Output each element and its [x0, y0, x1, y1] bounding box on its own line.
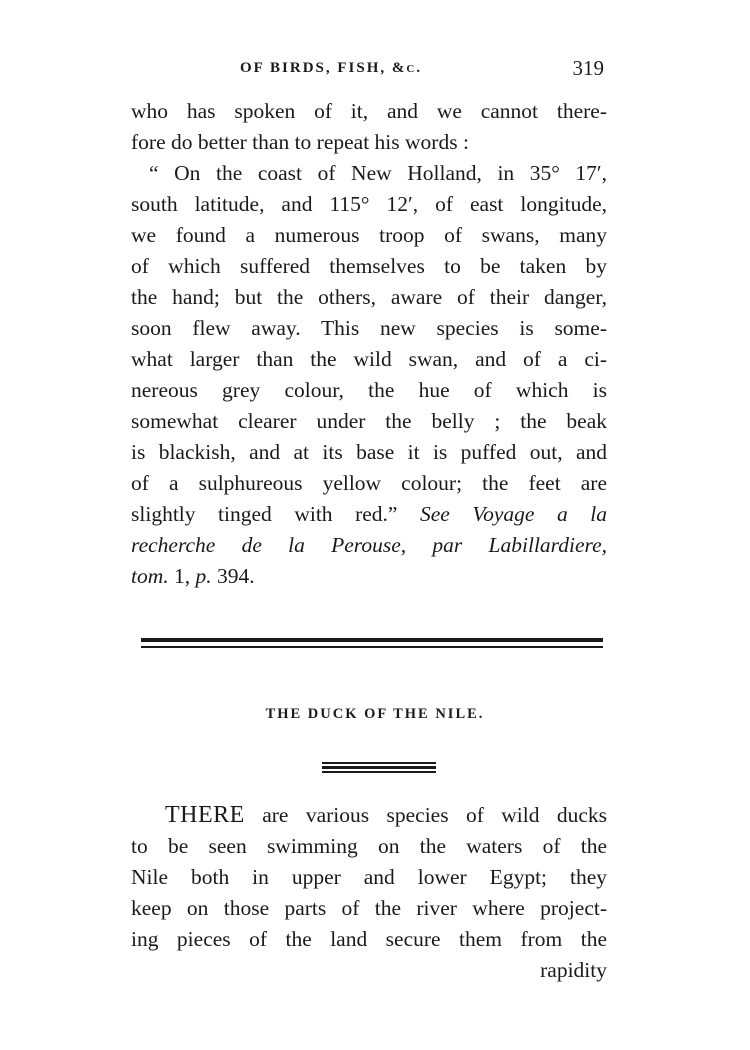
rule-line-top: [322, 762, 436, 764]
text-line: who has spoken of it, and we cannot there-: [131, 99, 607, 123]
first-word: THERE: [165, 802, 245, 828]
citation-line: recherche de la Perouse, par Labillardiere,: [131, 533, 607, 557]
text-line: somewhat clearer under the belly ; the beak: [131, 409, 607, 433]
rule-thin: [141, 646, 603, 648]
text-line: to be seen swimming on the waters of the: [131, 834, 607, 858]
citation-page: 394.: [217, 564, 255, 588]
text-line-first: [131, 800, 607, 831]
section-divider-rule: [141, 638, 603, 650]
page-number: 319: [572, 56, 604, 80]
rule-line-middle: [322, 766, 436, 769]
catchword: rapidity: [540, 958, 607, 982]
rule-line-bottom: [322, 771, 436, 773]
text-line: ing pieces of the land secure them from the: [131, 927, 607, 951]
text-line: “ On the coast of New Holland, in 35° 17′,: [149, 161, 607, 185]
text-line: south latitude, and 115° 12′, of east longitude,: [131, 192, 607, 216]
citation-p: p.: [195, 564, 212, 588]
running-head: OF BIRDS, FISH, &c.: [240, 60, 423, 76]
quote-end-text: slightly tinged with red.”: [131, 502, 398, 526]
text-line: is blackish, and at its base it is puffed out, and: [131, 440, 607, 464]
text-line: we found a numerous troop of swans, many: [131, 223, 607, 247]
first-line-rest: are various species of wild ducks: [262, 803, 607, 827]
citation-volume: 1,: [174, 564, 191, 588]
text-line: keep on those parts of the river where project-: [131, 896, 607, 920]
text-line: of a sulphureous yellow colour; the feet are: [131, 471, 607, 495]
title-ornament-rule: [322, 762, 436, 772]
citation-line-end: [131, 561, 607, 592]
citation-tom: tom.: [131, 564, 169, 588]
text-line: fore do better than to repeat his words :: [131, 130, 469, 154]
text-line: soon flew away. This new species is some-: [131, 316, 607, 340]
text-line: Nile both in upper and lower Egypt; they: [131, 865, 607, 889]
section-title: THE DUCK OF THE NILE.: [265, 706, 485, 722]
quote-paragraph: [131, 96, 607, 592]
page-header: [130, 58, 610, 84]
citation-text: See Voyage a la: [420, 502, 608, 526]
text-line-citation: [131, 499, 607, 530]
text-line: of which suffered themselves to be taken by: [131, 254, 607, 278]
rule-thick: [141, 638, 603, 642]
text-line: the hand; but the others, aware of their danger,: [131, 285, 607, 309]
text-line: nereous grey colour, the hue of which is: [131, 378, 607, 402]
text-line: what larger than the wild swan, and of a ci-: [131, 347, 607, 371]
body-paragraph: [131, 800, 607, 986]
